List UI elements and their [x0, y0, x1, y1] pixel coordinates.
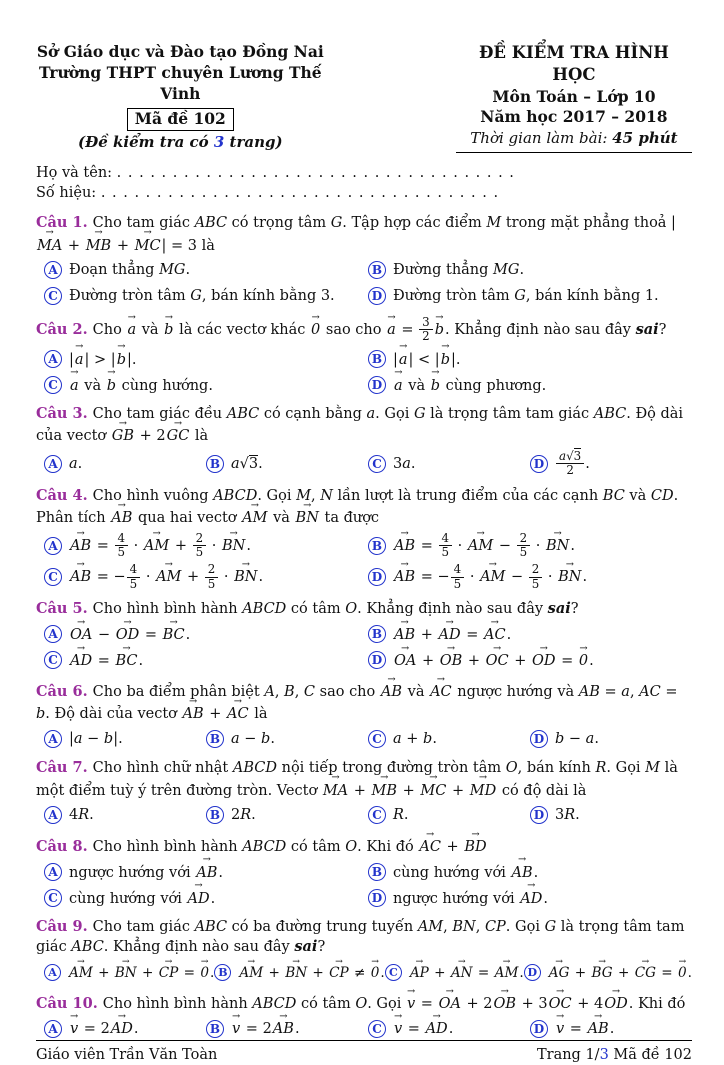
option-D[interactable]	[530, 804, 692, 827]
option-C[interactable]	[44, 649, 368, 672]
option-key-C[interactable]: C	[44, 376, 62, 394]
option-key-C[interactable]: C	[368, 1020, 386, 1038]
option-text: 3R.	[555, 807, 580, 824]
answer-options	[36, 961, 692, 984]
question	[36, 316, 692, 396]
answer-options	[36, 804, 692, 827]
option-text: cùng hướng với → AD.	[69, 887, 215, 909]
option-text: Đường tròn tâm G, bán kính bằng 3.	[69, 288, 335, 305]
option-A[interactable]	[44, 450, 206, 478]
option-text: → AG + → BG + → CG = → 0.	[548, 962, 692, 983]
answer-options	[36, 623, 692, 672]
option-key-B[interactable]: B	[206, 730, 224, 748]
question-text: Cho hình bình hành ABCD có tâm O. Khi đó → AC + → BD	[93, 839, 488, 855]
option-D[interactable]	[368, 886, 692, 909]
question	[36, 404, 692, 478]
option-text: a − b.	[231, 730, 275, 747]
option-A[interactable]	[44, 1017, 206, 1040]
time-limit-line: Thời gian làm bài: 45 phút	[470, 129, 678, 148]
option-C[interactable]	[368, 727, 530, 750]
student-name-label: Họ và tên:	[36, 164, 113, 181]
question	[36, 680, 692, 751]
option-key-B[interactable]: B	[206, 1020, 224, 1038]
option-C[interactable]	[368, 1017, 530, 1040]
option-key-D[interactable]: D	[530, 806, 548, 824]
option-key-A[interactable]: A	[44, 350, 62, 368]
option-key-B[interactable]: B	[368, 625, 386, 643]
page-count-note: (Đề kiểm tra có 3 trang)	[78, 132, 283, 151]
option-B[interactable]	[368, 347, 692, 370]
option-D[interactable]	[524, 961, 692, 984]
option-key-B[interactable]: B	[206, 806, 224, 824]
option-A[interactable]	[44, 860, 368, 883]
option-D[interactable]	[368, 563, 692, 591]
question-text: Cho → a và → b là các vectơ khác → 0 sao cho → a = $\frac{3}{2}$ → b. Khẳng định nào sau đây sai?	[93, 322, 667, 338]
option-key-B[interactable]: B	[368, 537, 386, 555]
question-label: Câu 8.	[36, 837, 88, 855]
option-key-C[interactable]: C	[44, 889, 62, 907]
option-key-C[interactable]: C	[44, 568, 62, 586]
option-text: → OA + → OB + → OC + → OD = → 0.	[393, 649, 594, 671]
option-key-D[interactable]: D	[530, 730, 548, 748]
option-text: a + b.	[393, 730, 437, 747]
option-text: → AB = $\frac{4}{5}$ · → AM − $\frac{2}{5}$ · → BN.	[393, 532, 575, 560]
option-key-C[interactable]: C	[368, 806, 386, 824]
option-A[interactable]	[44, 727, 206, 750]
option-B[interactable]	[214, 961, 384, 984]
teacher-name: Giáo viên Trần Văn Toàn	[36, 1047, 218, 1064]
option-text: → AB = − $\frac{4}{5}$ · → AM + $\frac{2}{5}$ · → BN.	[69, 563, 263, 591]
question	[36, 213, 692, 308]
option-text: |→ a| < |→ b|.	[393, 348, 460, 370]
option-key-B[interactable]: B	[206, 455, 224, 473]
question-text: Cho tam giác đều ABC có cạnh bằng a. Gọi G là trọng tâm tam giác ABC. Độ dài của vectơ → GB + 2→ GC là	[36, 406, 683, 444]
option-text: b − a.	[555, 730, 599, 747]
answer-options	[36, 347, 692, 396]
question-label: Câu 1.	[36, 214, 88, 232]
option-key-C[interactable]: C	[385, 964, 402, 981]
option-key-A[interactable]: A	[44, 964, 61, 981]
option-text: → v = → AD.	[393, 1017, 453, 1039]
question	[36, 758, 692, 827]
answer-options	[36, 860, 692, 909]
option-key-A[interactable]: A	[44, 625, 62, 643]
option-text: → OA − → OD = → BC.	[69, 623, 190, 645]
option-key-A[interactable]: A	[44, 730, 62, 748]
question-list	[36, 205, 692, 1040]
option-text: → v = → AB.	[555, 1017, 614, 1039]
question-text: Cho hình bình hành ABCD có tâm O. Gọi → v = → OA + 2→ OB + 3→ OC + 4→ OD. Khi đó	[103, 996, 686, 1012]
option-C[interactable]	[368, 804, 530, 827]
option-key-D[interactable]: D	[368, 568, 386, 586]
option-D[interactable]	[368, 373, 692, 396]
option-text: 3a.	[393, 455, 416, 472]
option-key-A[interactable]: A	[44, 1020, 62, 1038]
option-text: |→ a| > |→ b|.	[69, 348, 136, 370]
option-text: → AB + → AD = → AC.	[393, 623, 511, 645]
school-block	[36, 42, 325, 152]
option-text: 4R.	[69, 807, 94, 824]
time-limit-value: 45 phút	[612, 129, 678, 148]
option-key-B[interactable]: B	[214, 964, 231, 981]
answer-options	[36, 450, 692, 478]
option-D[interactable]	[530, 450, 692, 478]
option-key-D[interactable]: D	[368, 889, 386, 907]
option-key-C[interactable]: C	[368, 455, 386, 473]
question	[36, 917, 692, 984]
page-header	[36, 42, 692, 153]
option-text: → AD = → BC.	[69, 649, 143, 671]
option-A[interactable]	[44, 532, 368, 560]
question-text: Cho ba điểm phân biệt A, B, C sao cho → AB và → AC ngược hướng và AB = a, AC = b. Độ dài của vectơ → AB + → AC là	[36, 684, 678, 722]
exam-title-block	[456, 42, 692, 153]
option-text: → AB = $\frac{4}{5}$ · → AM + $\frac{2}{5}$ · → BN.	[69, 532, 251, 560]
option-text: Đường thẳng MG.	[393, 262, 525, 279]
option-key-B[interactable]: B	[368, 350, 386, 368]
option-text: → v = 2→ AB.	[231, 1017, 300, 1039]
option-key-D[interactable]: D	[368, 376, 386, 394]
option-key-A[interactable]: A	[44, 537, 62, 555]
student-fields	[36, 163, 692, 204]
option-B[interactable]	[206, 804, 368, 827]
option-text: ngược hướng với → AD.	[393, 887, 548, 909]
option-C[interactable]	[385, 961, 524, 984]
option-C[interactable]	[44, 563, 368, 591]
question-text: Cho tam giác ABC có ba đường trung tuyến AM, BN, CP. Gọi G là trọng tâm tam giác ABC. Khẳng định nào sau đây sai?	[36, 919, 685, 956]
answer-options	[36, 727, 692, 750]
answer-options	[36, 1017, 692, 1040]
department-name: Sở Giáo dục và Đào tạo Đồng Nai	[36, 42, 324, 61]
student-name-field	[36, 163, 692, 183]
option-D[interactable]	[530, 727, 692, 750]
option-D[interactable]	[368, 649, 692, 672]
option-key-D[interactable]: D	[368, 287, 386, 305]
option-text: → a và → b cùng hướng.	[69, 374, 213, 396]
option-text: Đoạn thẳng MG.	[69, 262, 191, 279]
question-label: Câu 3.	[36, 405, 88, 423]
student-id-dots: . . . . . . . . . . . . . . . . . . . . . . . . . . . . . . . . . . . .	[100, 184, 500, 201]
option-key-B[interactable]: B	[368, 863, 386, 881]
question	[36, 992, 692, 1040]
option-D[interactable]	[530, 1017, 692, 1040]
question-text: Cho hình chữ nhật ABCD nội tiếp trong đường tròn tâm O, bán kính R. Gọi M là một điểm tuỳ ý trên đường tròn. Vectơ → MA + → MB + → MC + → MD có độ dài là	[36, 760, 678, 798]
option-B[interactable]	[368, 623, 692, 646]
question	[36, 486, 692, 591]
option-C[interactable]	[368, 450, 530, 478]
option-key-C[interactable]: C	[368, 730, 386, 748]
question	[36, 835, 692, 909]
option-B[interactable]	[206, 450, 368, 478]
student-name-dots: . . . . . . . . . . . . . . . . . . . . . . . . . . . . . . . . . . . .	[116, 164, 515, 181]
subject-line: Môn Toán – Lớp 10	[492, 86, 656, 106]
option-A[interactable]	[44, 259, 368, 282]
option-B[interactable]	[368, 532, 692, 560]
option-A[interactable]	[44, 623, 368, 646]
option-text: ngược hướng với → AB.	[69, 861, 223, 883]
option-text: a.	[69, 455, 83, 472]
student-id-field	[36, 183, 692, 203]
option-text: $\frac{a√3}{2}$ .	[555, 450, 590, 478]
option-C[interactable]	[44, 285, 368, 308]
option-text: → AM + → BN + → CP = → 0.	[68, 962, 214, 983]
school-year-line: Năm học 2017 – 2018	[480, 107, 668, 127]
option-key-A[interactable]: A	[44, 806, 62, 824]
school-name: Trường THPT chuyên Lương Thế Vinh	[38, 62, 322, 103]
option-key-D[interactable]: D	[530, 455, 548, 473]
page-number: Trang 1/3 Mã đề 102	[536, 1047, 692, 1064]
exam-title: ĐỀ KIỂM TRA HÌNH HỌC	[478, 43, 669, 85]
option-text: Đường tròn tâm G, bán kính bằng 1.	[393, 288, 659, 305]
question-label: Câu 4.	[36, 487, 88, 505]
option-A[interactable]	[44, 347, 368, 370]
option-key-C[interactable]: C	[44, 651, 62, 669]
question	[36, 599, 692, 671]
option-A[interactable]	[44, 961, 214, 984]
option-C[interactable]	[44, 373, 368, 396]
option-A[interactable]	[44, 804, 206, 827]
option-D[interactable]	[368, 285, 692, 308]
question-text: Cho hình vuông ABCD. Gọi M, N lần lượt là trung điểm của các cạnh BC và CD. Phân tích → AB qua hai vectơ → AM và → BN ta được	[36, 488, 678, 526]
option-text: a√3.	[231, 455, 263, 472]
option-key-B[interactable]: B	[368, 261, 386, 279]
option-key-D[interactable]: D	[524, 964, 541, 981]
student-id-label: Số hiệu:	[36, 184, 97, 201]
option-key-D[interactable]: D	[530, 1020, 548, 1038]
option-text: → v = 2→ AD.	[69, 1017, 139, 1039]
option-key-A[interactable]: A	[44, 455, 62, 473]
option-B[interactable]	[206, 1017, 368, 1040]
option-C[interactable]	[44, 886, 368, 909]
option-key-C[interactable]: C	[44, 287, 62, 305]
option-text: → AM + → BN + → CP ≠ → 0.	[238, 962, 384, 983]
option-key-A[interactable]: A	[44, 261, 62, 279]
option-text: |a − b|.	[69, 730, 123, 747]
option-text: cùng hướng với → AB.	[393, 861, 538, 883]
question-label: Câu 2.	[36, 320, 88, 338]
answer-options	[36, 532, 692, 592]
question-label: Câu 6.	[36, 682, 88, 700]
answer-options	[36, 259, 692, 308]
option-B[interactable]	[206, 727, 368, 750]
question-label: Câu 10.	[36, 994, 98, 1012]
question-label: Câu 5.	[36, 600, 88, 618]
option-text: 2R.	[231, 807, 256, 824]
option-B[interactable]	[368, 259, 692, 282]
exam-code-box: Mã đề 102	[127, 108, 234, 131]
question-label: Câu 7.	[36, 759, 88, 777]
question-text: Cho tam giác ABC có trọng tâm G. Tập hợp các điểm M trong mặt phẳng thoả |→ MA + → MB + → MC| = 3 là	[36, 215, 676, 253]
option-text: → a và → b cùng phương.	[393, 374, 546, 396]
option-key-D[interactable]: D	[368, 651, 386, 669]
page-footer	[36, 1040, 692, 1065]
option-text: → AP + → AN = → AM.	[409, 962, 524, 983]
option-text: R.	[393, 807, 409, 824]
option-key-A[interactable]: A	[44, 863, 62, 881]
option-text: → AB = − $\frac{4}{5}$ · → AM − $\frac{2}{5}$ · → BN.	[393, 563, 587, 591]
question-text: Cho hình bình hành ABCD có tâm O. Khẳng định nào sau đây sai?	[92, 600, 579, 618]
question-label: Câu 9.	[36, 918, 88, 936]
